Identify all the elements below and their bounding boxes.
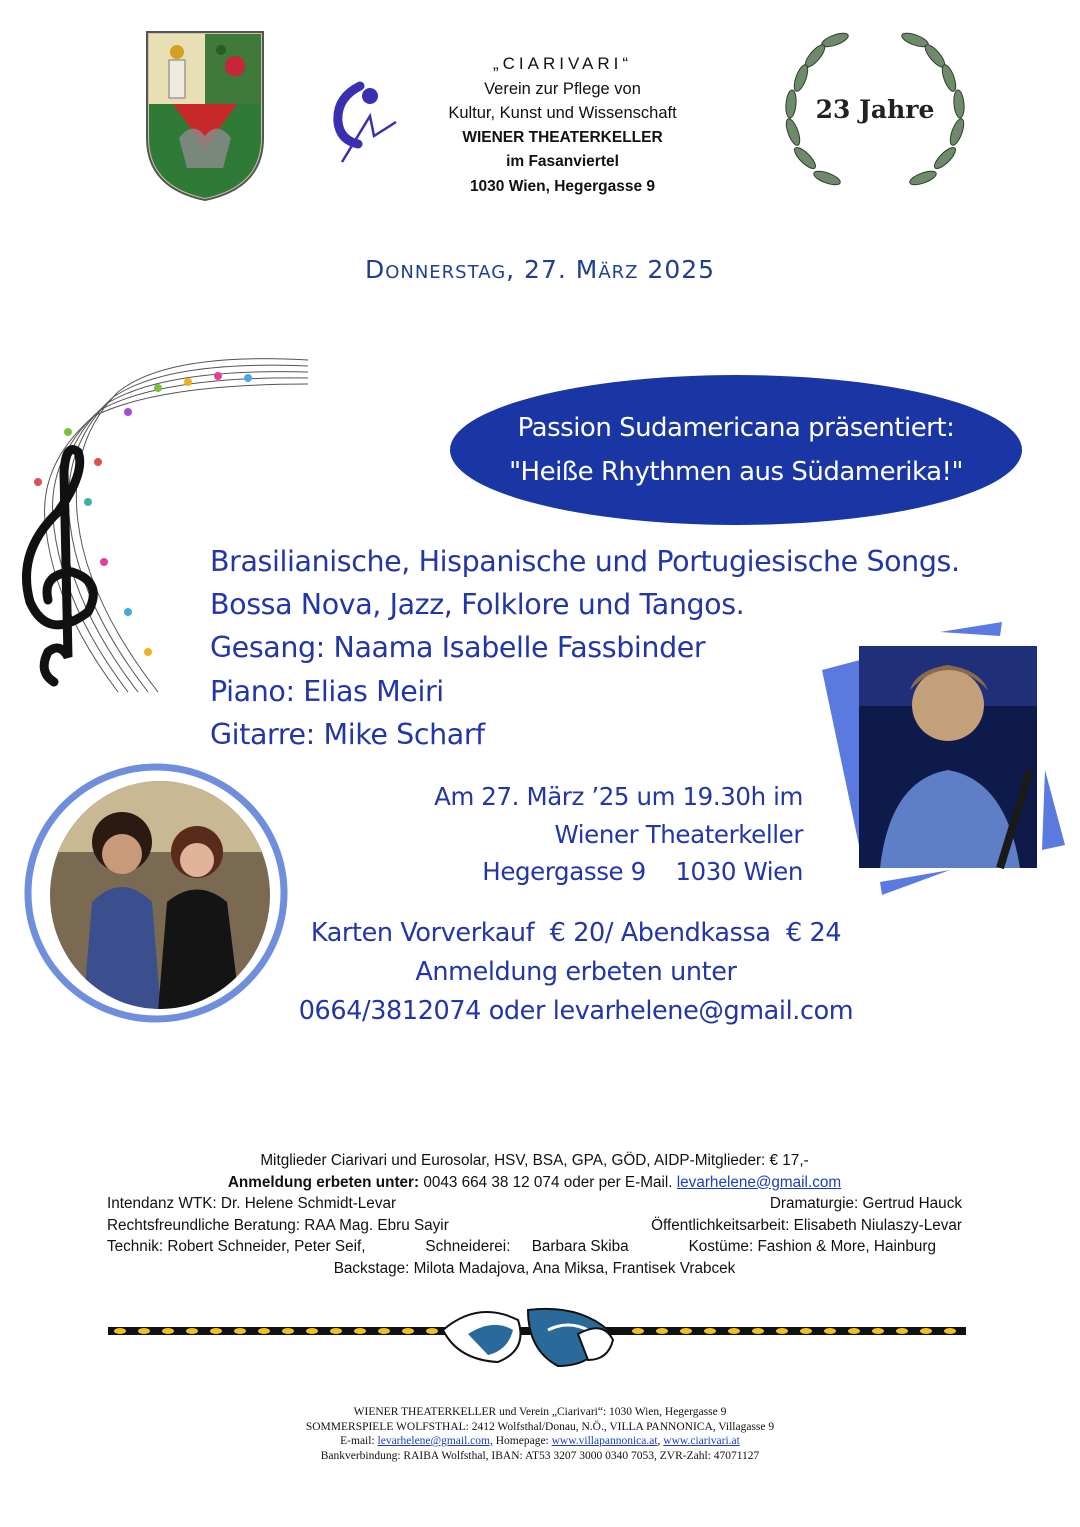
venue-line-2: Wiener Theaterkeller: [554, 819, 803, 849]
org-line-4: im Fasanviertel: [506, 153, 619, 170]
registration-line: [107, 1172, 962, 1194]
dramaturgie: Dramaturgie: Gertrud Hauck: [769, 1195, 962, 1213]
footer-line-1: WIENER THEATERKELLER und Verein „Ciarivari“: 1030 Wien, Hegergasse 9: [353, 1406, 727, 1418]
theatre-masks-icon: [108, 1300, 966, 1370]
footer-homepage-label: Homepage:: [492, 1435, 552, 1447]
org-brand: „CIARIVARI“: [492, 54, 633, 73]
organization-header: [400, 52, 725, 199]
ticket-info: [290, 914, 862, 1031]
members-price: Mitglieder Ciarivari und Eurosolar, HSV, BSA, GPA, GÖD, AIDP-Mitglieder: € 17,-: [260, 1152, 809, 1169]
guitarist-photo: [820, 620, 1065, 895]
program-line: Gitarre: Mike Scharf: [210, 717, 485, 751]
footer-line-2: SOMMERSPIELE WOLFSTHAL: 2412 Wolfsthal/Donau, N.Ö., VILLA PANNONICA, Villagasse 9: [305, 1420, 775, 1433]
event-date: Donnerstag, 27. März 2025: [364, 255, 716, 284]
program-line: Piano: Elias Meiri: [210, 674, 444, 708]
technik: Technik: Robert Schneider, Peter Seif,: [107, 1238, 366, 1256]
credits-row: [107, 1215, 962, 1237]
duo-photo: [22, 762, 294, 1024]
org-line-5: 1030 Wien, Hegergasse 9: [469, 177, 656, 195]
kostueme: Kostüme: Fashion & More, Hainburg: [688, 1238, 936, 1256]
footer-line-4: Bankverbindung: RAIBA Wolfsthal, IBAN: AT53 3207 3000 0340 7053, ZVR-Zahl: 47071127: [320, 1449, 760, 1462]
headline-oval: [450, 375, 1022, 525]
program-line: Gesang: Naama Isabelle Fassbinder: [210, 631, 706, 665]
ciarivari-logo-icon: [330, 78, 400, 168]
program-line: Bossa Nova, Jazz, Folklore und Tangos.: [210, 588, 745, 622]
headline-line-2: "Heiße Rhythmen aus Südamerika!": [509, 457, 963, 487]
credits-row: [107, 1193, 962, 1215]
footer-email-label: E-mail:: [340, 1435, 378, 1447]
beratung: Rechtsfreundliche Beratung: RAA Mag. Ebru Sayir: [107, 1216, 449, 1234]
venue-line-1: Am 27. März ’25 um 19.30h im: [434, 782, 803, 811]
registration-email-link[interactable]: levarhelene@gmail.com: [676, 1173, 842, 1191]
venue-line-3: Hegergasse 9 1030 Wien: [482, 857, 803, 886]
org-line-2: Kultur, Kunst und Wissenschaft: [448, 104, 677, 122]
backstage: Backstage: Milota Madajova, Ana Miksa, Frantisek Vrabcek: [333, 1259, 736, 1277]
schneiderei: Schneiderei: Barbara Skiba: [425, 1238, 629, 1256]
footer-email-link[interactable]: levarhelene@gmail.com,: [377, 1435, 493, 1447]
oeffentlichkeitsarbeit: Öffentlichkeitsarbeit: Elisabeth Niulaszy-Levar: [651, 1216, 962, 1234]
registration-text: 0043 664 38 12 074 oder per E-Mail.: [419, 1173, 677, 1191]
footer-separator: ,: [657, 1435, 664, 1447]
ticket-prices: Karten Vorverkauf € 20/ Abendkassa € 24: [310, 918, 842, 948]
registration-label: Anmeldung erbeten unter:: [227, 1173, 420, 1191]
footer-line-3: [0, 1434, 1080, 1449]
program-line: Brasilianische, Hispanische und Portugiesische Songs.: [210, 545, 960, 578]
anniversary-label: 23 Jahre: [815, 95, 935, 124]
credits-block: [107, 1150, 962, 1280]
intendanz: Intendanz WTK: Dr. Helene Schmidt-Levar: [107, 1195, 397, 1213]
org-line-3: WIENER THEATERKELLER: [462, 128, 663, 146]
org-line-1: Verein zur Pflege von: [484, 79, 641, 98]
footer: [0, 1405, 1080, 1463]
footer-homepage-link-2[interactable]: www.ciarivari.at: [663, 1435, 740, 1447]
ticket-contact: 0664/3812074 oder levarhelene@gmail.com: [298, 996, 854, 1026]
venue-info: [380, 778, 803, 891]
credits-row: [107, 1236, 962, 1258]
headline-line-1: Passion Sudamericana präsentiert:: [517, 413, 955, 443]
ticket-registration: Anmeldung erbeten unter: [415, 957, 737, 987]
footer-homepage-link-1[interactable]: www.villapannonica.at: [551, 1435, 658, 1447]
coat-of-arms-icon: [143, 28, 267, 204]
